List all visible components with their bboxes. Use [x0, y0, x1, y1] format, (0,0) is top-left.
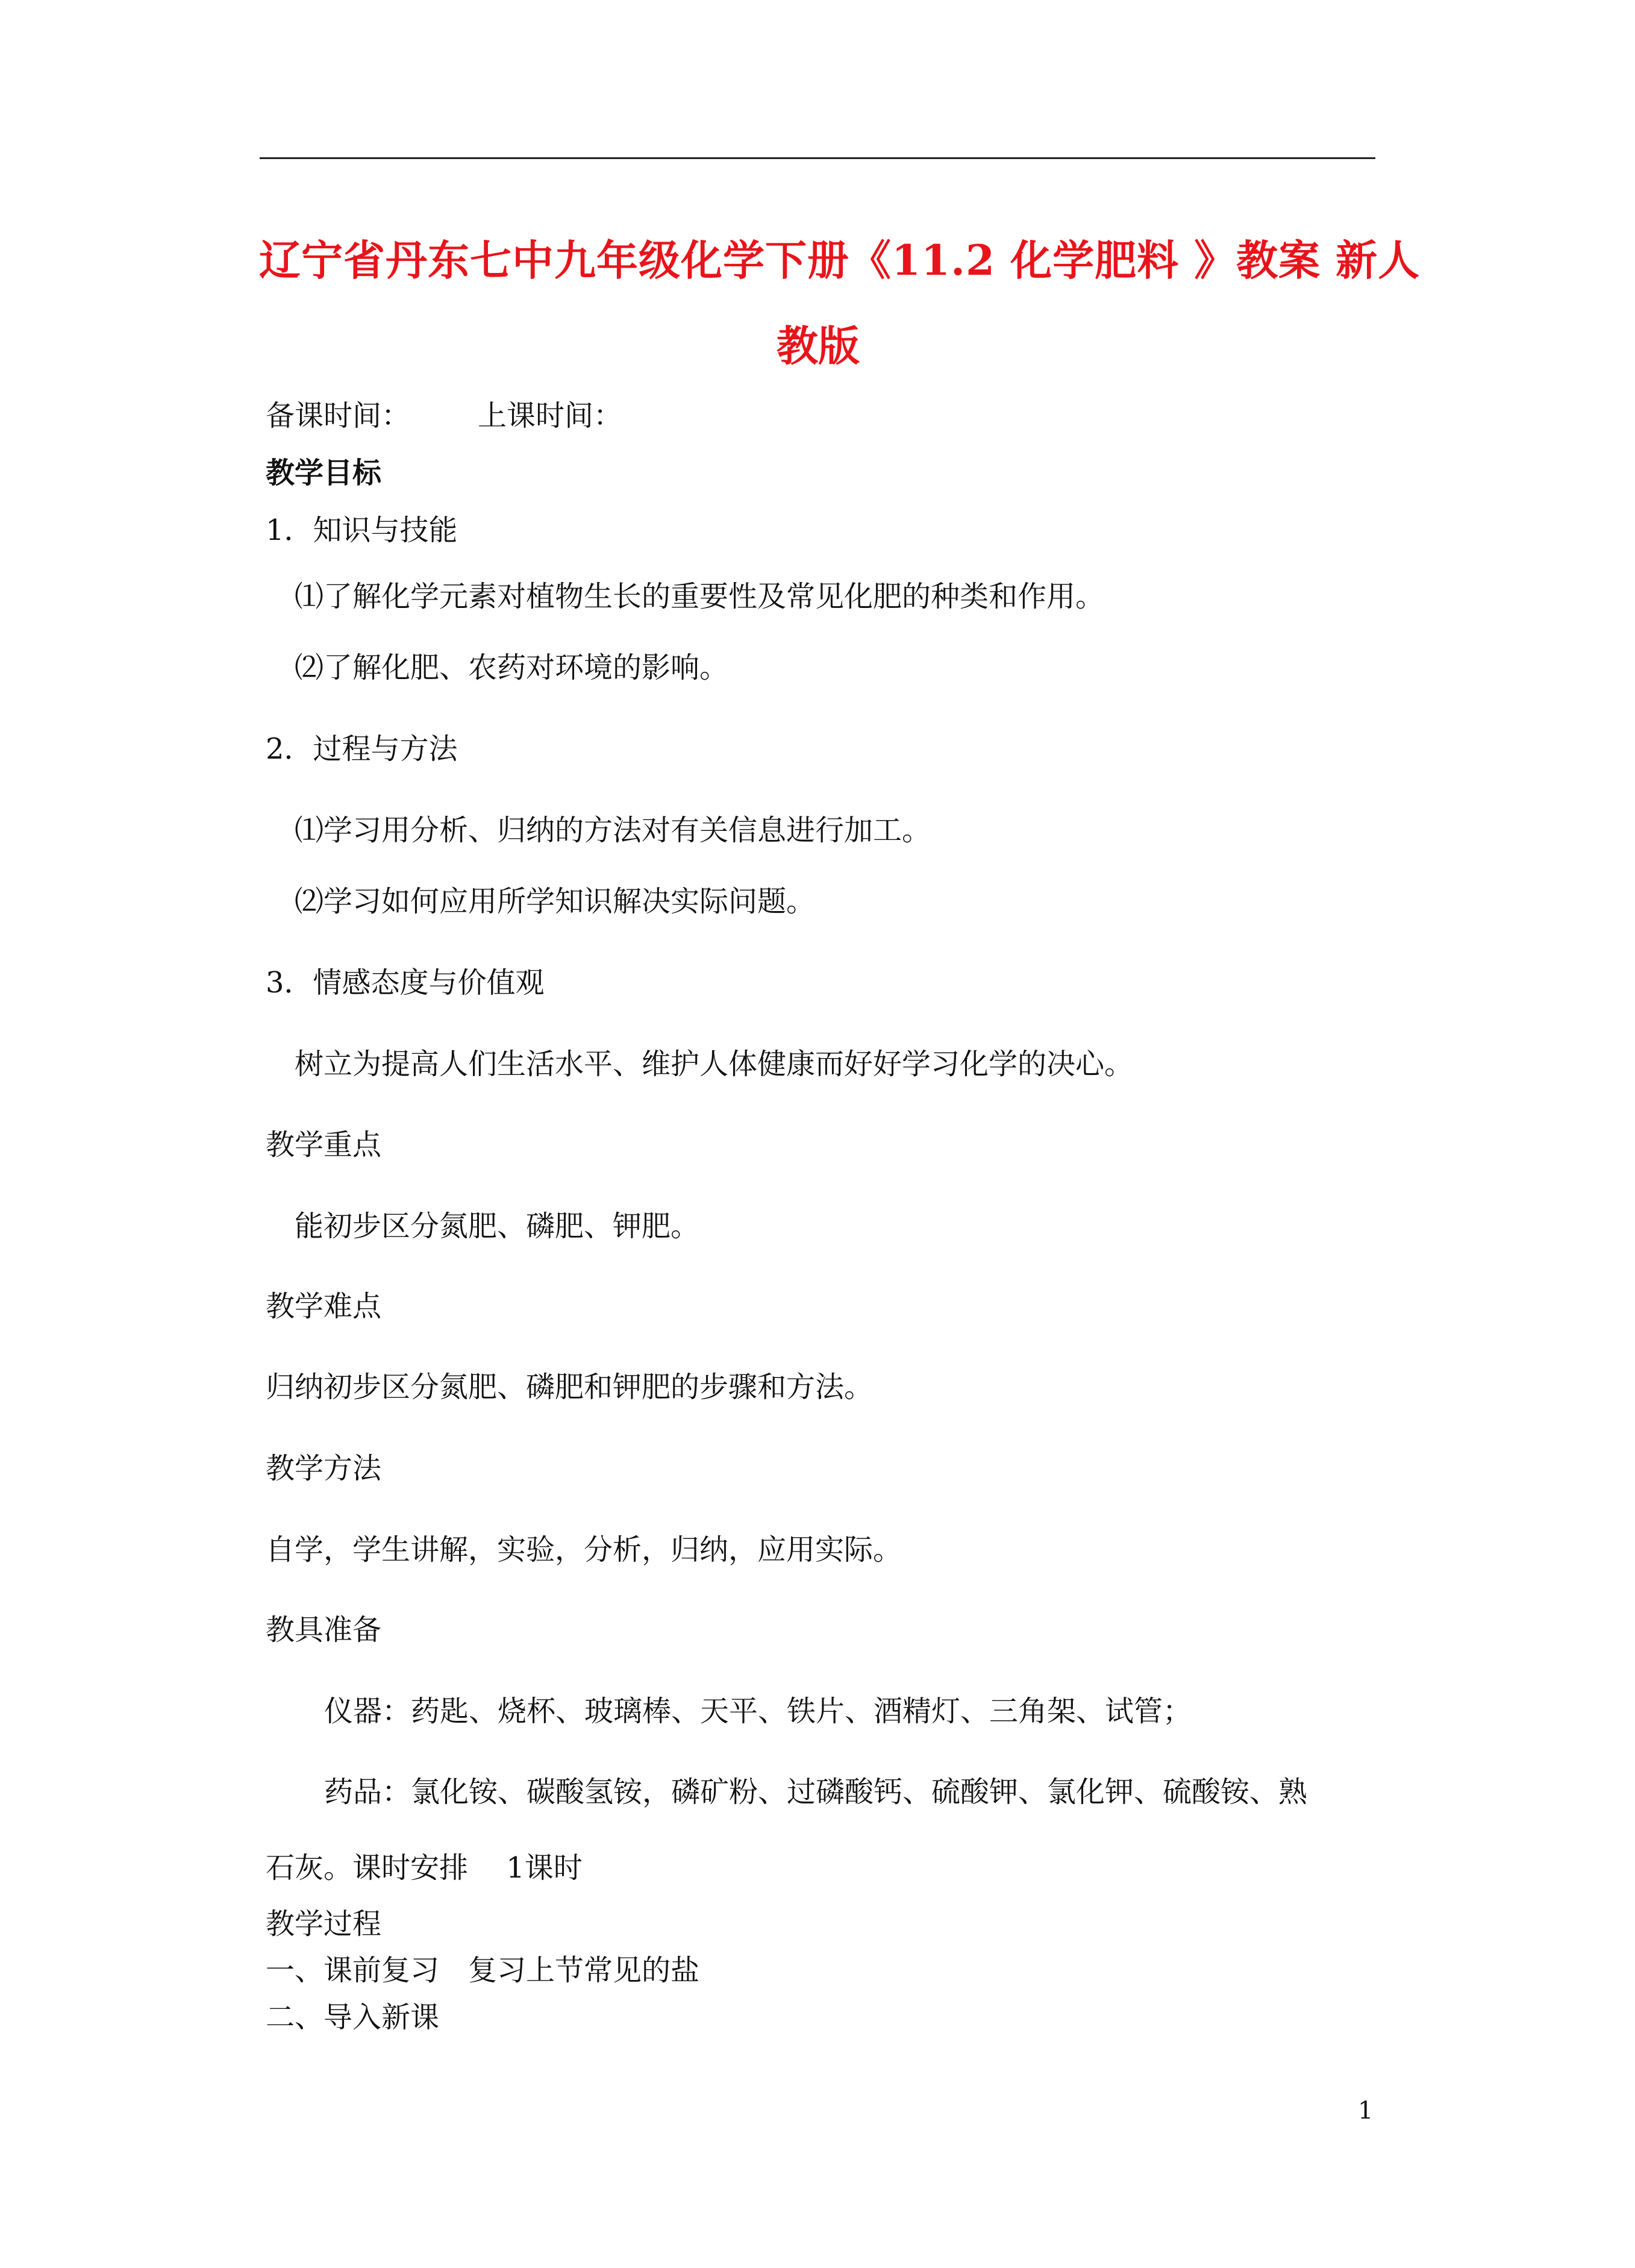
difficulty-heading: 教学难点 — [266, 1289, 382, 1323]
objectives-heading: 教学目标 — [266, 456, 382, 490]
key-points-item: 能初步区分氮肥、磷肥、钾肥。 — [295, 1209, 700, 1243]
instruments-line: 仪器：药匙、烧杯、玻璃棒、天平、铁片、酒精灯、三角架、试管； — [324, 1694, 1192, 1728]
knowledge-heading: 1．知识与技能 — [266, 513, 458, 547]
document-title-line-2: 教版 — [777, 322, 860, 371]
tools-heading: 教具准备 — [266, 1613, 382, 1647]
method-item: 自学，学生讲解，实验，分析，归纳，应用实际。 — [266, 1533, 902, 1567]
knowledge-item-1: ⑴了解化学元素对植物生长的重要性及常见化肥的种类和作用。 — [295, 580, 1105, 613]
reagents-line-2: 石灰。课时安排 1课时 — [266, 1851, 583, 1885]
knowledge-item-2: ⑵了解化肥、农药对环境的影响。 — [295, 651, 729, 684]
emotion-item-1: 树立为提高人们生活水平、维护人体健康而好好学习化学的决心。 — [295, 1047, 1134, 1081]
class-time-label: 上课时间： — [478, 399, 623, 433]
process-item-2: ⑵学习如何应用所学知识解决实际问题。 — [295, 885, 816, 918]
emotion-heading: 3．情感态度与价值观 — [266, 966, 545, 1000]
header-rule — [260, 157, 1375, 159]
page-number: 1 — [1358, 2097, 1374, 2125]
document-title-line-1: 辽宁省丹东七中九年级化学下册《11.2 化学肥料 》教案 新人 — [259, 236, 1421, 285]
teaching-step-1: 一、课前复习 复习上节常见的盐 — [266, 1953, 700, 1987]
teaching-step-2: 二、导入新课 — [266, 2000, 440, 2034]
prep-time-label: 备课时间： — [266, 399, 411, 433]
key-points-heading: 教学重点 — [266, 1128, 382, 1162]
teaching-process-heading: 教学过程 — [266, 1907, 382, 1941]
process-item-1: ⑴学习用分析、归纳的方法对有关信息进行加工。 — [295, 813, 931, 847]
process-heading: 2．过程与方法 — [266, 732, 458, 766]
method-heading: 教学方法 — [266, 1452, 382, 1485]
difficulty-item: 归纳初步区分氮肥、磷肥和钾肥的步骤和方法。 — [266, 1370, 874, 1404]
reagents-line-1: 药品：氯化铵、碳酸氢铵，磷矿粉、过磷酸钙、硫酸钾、氯化钾、硫酸铵、熟 — [324, 1775, 1308, 1809]
